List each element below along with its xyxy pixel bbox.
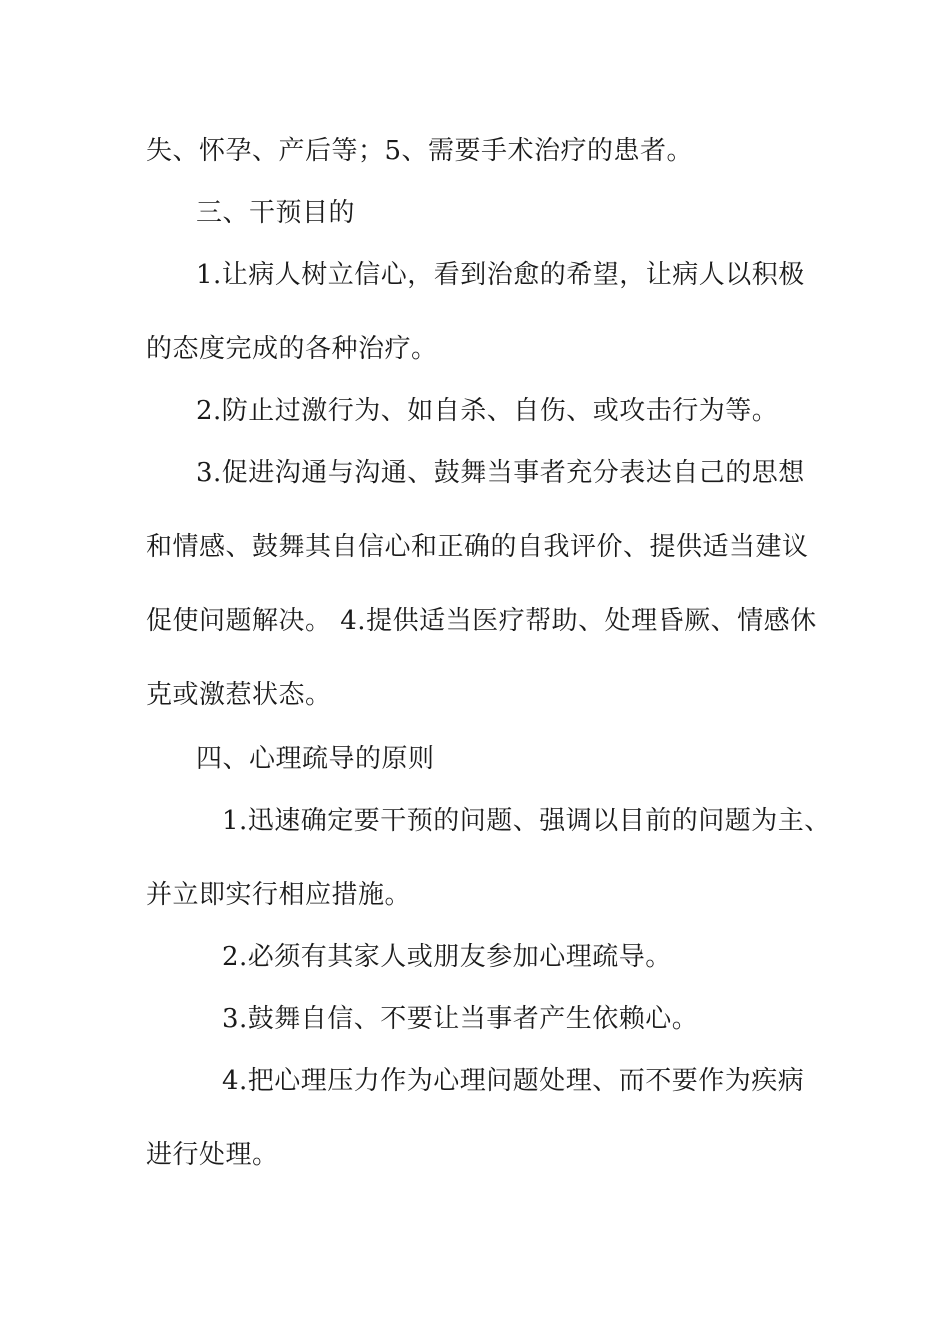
text-line-9: 克或激惹状态。	[146, 680, 332, 710]
text-line-13: 2.必须有其家人或朋友参加心理疏导。	[222, 942, 672, 972]
text-line-15: 4.把心理压力作为心理问题处理、而不要作为疾病	[222, 1066, 805, 1096]
section-heading-counseling-principles: 四、心理疏导的原则	[196, 744, 435, 774]
section-heading-intervention-goals: 三、干预目的	[196, 198, 356, 228]
text-line-8: 促使问题解决。 4.提供适当医疗帮助、处理昏厥、情感休	[146, 606, 817, 636]
text-line-5: 2.防止过激行为、如自杀、自伤、或攻击行为等。	[196, 396, 779, 426]
text-line-6: 3.促进沟通与沟通、鼓舞当事者充分表达自己的思想	[196, 458, 805, 488]
text-line-1: 失、怀孕、产后等；5、需要手术治疗的患者。	[146, 136, 694, 166]
text-line-12: 并立即实行相应措施。	[146, 880, 412, 910]
text-line-4: 的态度完成的各种治疗。	[146, 334, 438, 364]
text-line-14: 3.鼓舞自信、不要让当事者产生依赖心。	[222, 1004, 699, 1034]
text-line-7: 和情感、鼓舞其自信心和正确的自我评价、提供适当建议	[146, 532, 809, 562]
text-line-11: 1.迅速确定要干预的问题、强调以目前的问题为主、	[222, 806, 831, 836]
text-line-16: 进行处理。	[146, 1140, 279, 1170]
text-line-3: 1.让病人树立信心，看到治愈的希望，让病人以积极	[196, 260, 805, 290]
